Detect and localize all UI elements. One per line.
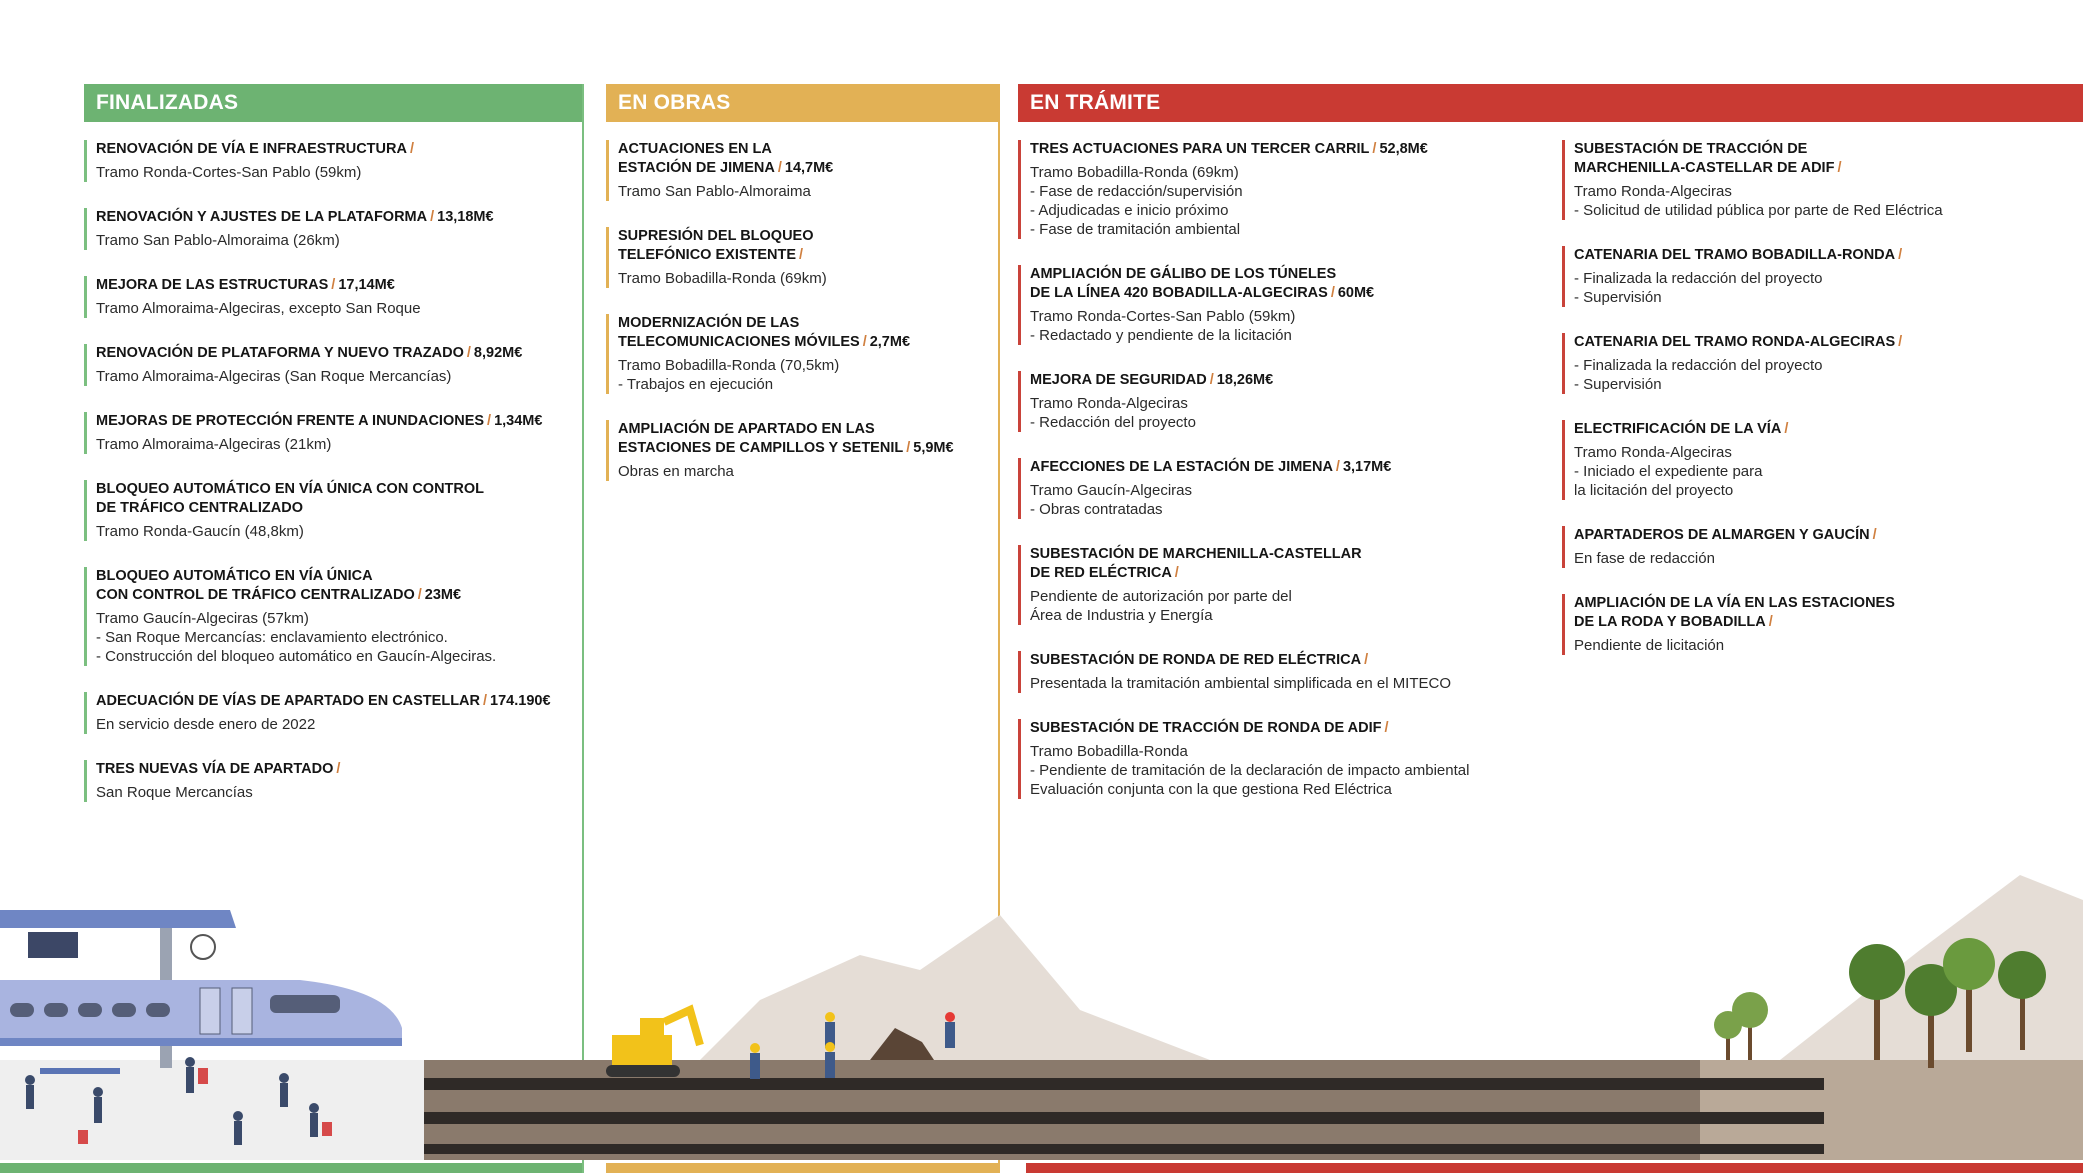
item-title-text: ACTUACIONES EN LA ESTACIÓN DE JIMENA bbox=[618, 141, 775, 176]
item-title bbox=[1574, 526, 2062, 545]
item-title-text: MEJORA DE LAS ESTRUCTURAS bbox=[96, 277, 329, 293]
item-description: Tramo San Pablo-Almoraima (26km) bbox=[96, 232, 340, 249]
finalizadas-item bbox=[84, 276, 582, 318]
item-description: - Finalizada la redacción del proyecto - Supervisión bbox=[1574, 357, 1823, 393]
item-separator: / bbox=[1330, 285, 1335, 301]
item-separator: / bbox=[1898, 334, 1903, 350]
item-title bbox=[96, 692, 582, 711]
item-amount: 23M€ bbox=[424, 587, 462, 603]
item-separator: / bbox=[487, 413, 492, 429]
finalizadas-item bbox=[84, 760, 582, 802]
item-title-text: ADECUACIÓN DE VÍAS DE APARTADO EN CASTELLAR bbox=[96, 693, 480, 709]
item-amount: 5,9M€ bbox=[913, 440, 954, 456]
item-amount: 8,92M€ bbox=[473, 345, 523, 361]
item-title-text: RENOVACIÓN DE PLATAFORMA Y NUEVO TRAZADO bbox=[96, 345, 464, 361]
item-title bbox=[1574, 140, 2062, 178]
item-title-text: SUBESTACIÓN DE TRACCIÓN DE MARCHENILLA-CASTELLAR DE ADIF bbox=[1574, 141, 1835, 176]
item-title-text: BLOQUEO AUTOMÁTICO EN VÍA ÚNICA CON CONTROL DE TRÁFICO CENTRALIZADO bbox=[96, 481, 485, 516]
train-icon bbox=[0, 980, 402, 1046]
item-description: Tramo Ronda-Algeciras - Solicitud de utilidad pública por parte de Red Eléctrica bbox=[1574, 183, 1943, 219]
item-title bbox=[96, 412, 582, 431]
finalizadas-item bbox=[84, 567, 582, 666]
finalizadas-item bbox=[84, 208, 582, 250]
item-title-text: RENOVACIÓN Y AJUSTES DE LA PLATAFORMA bbox=[96, 209, 428, 225]
item-description: Tramo Almoraima-Algeciras, excepto San Roque bbox=[96, 300, 421, 317]
header-finalizadas: FINALIZADAS bbox=[84, 84, 582, 122]
item-title bbox=[1574, 246, 2062, 265]
en-tramite-list-right bbox=[1562, 140, 2062, 681]
item-description: Pendiente de autorización por parte del Área de Industria y Energía bbox=[1030, 588, 1292, 624]
item-separator: / bbox=[906, 440, 911, 456]
item-title-text: MEJORA DE SEGURIDAD bbox=[1030, 372, 1207, 388]
station-roof bbox=[0, 910, 236, 928]
item-title-text: MODERNIZACIÓN DE LAS TELECOMUNICACIONES MÓVILES bbox=[618, 315, 860, 350]
platform bbox=[0, 1060, 424, 1160]
item-amount: 1,34M€ bbox=[494, 413, 543, 429]
item-amount: 13,18M€ bbox=[437, 209, 494, 225]
item-separator: / bbox=[1372, 141, 1377, 157]
en-tramite-item bbox=[1018, 651, 1548, 693]
item-title-text: AMPLIACIÓN DE GÁLIBO DE LOS TÚNELES DE LA LÍNEA 420 BOBADILLA-ALGECIRAS bbox=[1030, 266, 1337, 301]
en-tramite-item bbox=[1562, 594, 2062, 655]
bench-icon bbox=[40, 1068, 120, 1074]
item-title bbox=[96, 344, 582, 363]
finalizadas-item bbox=[84, 480, 582, 541]
en-tramite-item bbox=[1018, 458, 1548, 519]
item-amount: 17,14M€ bbox=[338, 277, 395, 293]
header-en-obras: EN OBRAS bbox=[606, 84, 998, 122]
item-title-text: ELECTRIFICACIÓN DE LA VÍA bbox=[1574, 421, 1782, 437]
item-separator: / bbox=[1784, 421, 1789, 437]
en-tramite-list-left bbox=[1018, 140, 1548, 825]
item-description: Tramo Ronda-Algeciras - Redacción del proyecto bbox=[1030, 395, 1196, 431]
item-title bbox=[1030, 719, 1548, 738]
item-title bbox=[96, 760, 582, 779]
en-tramite-item bbox=[1562, 526, 2062, 568]
item-separator: / bbox=[1872, 527, 1877, 543]
item-separator: / bbox=[799, 247, 804, 263]
item-amount: 60M€ bbox=[1337, 285, 1375, 301]
item-separator: / bbox=[409, 141, 414, 157]
item-description: San Roque Mercancías bbox=[96, 784, 253, 801]
item-separator: / bbox=[483, 693, 488, 709]
item-separator: / bbox=[331, 277, 336, 293]
item-description: Tramo Bobadilla-Ronda - Pendiente de tramitación de la declaración de impacto ambiental Evaluación conjunta con la que gestiona Red Eléctrica bbox=[1030, 743, 1470, 798]
en-obras-item bbox=[606, 227, 998, 288]
finalizadas-item bbox=[84, 140, 582, 182]
en-tramite-item bbox=[1018, 140, 1548, 239]
finalizadas-item bbox=[84, 344, 582, 386]
en-tramite-item bbox=[1562, 420, 2062, 500]
item-separator: / bbox=[336, 761, 341, 777]
item-separator: / bbox=[1364, 652, 1369, 668]
footer-bar-yellow bbox=[606, 1163, 1000, 1173]
item-title bbox=[1030, 265, 1548, 303]
item-separator: / bbox=[1384, 720, 1389, 736]
item-description: Tramo San Pablo-Almoraima bbox=[618, 183, 811, 200]
item-title bbox=[1574, 594, 2062, 632]
item-separator: / bbox=[1174, 565, 1179, 581]
item-title-text: SUBESTACIÓN DE TRACCIÓN DE RONDA DE ADIF bbox=[1030, 720, 1382, 736]
item-title-text: AMPLIACIÓN DE LA VÍA EN LAS ESTACIONES DE LA RODA Y BOBADILLA bbox=[1574, 595, 1895, 630]
item-title-text: SUPRESIÓN DEL BLOQUEO TELEFÓNICO EXISTENTE bbox=[618, 228, 814, 263]
en-obras-item bbox=[606, 140, 998, 201]
item-title bbox=[96, 276, 582, 295]
item-description: Tramo Ronda-Cortes-San Pablo (59km) - Redactado y pendiente de la licitación bbox=[1030, 308, 1296, 344]
item-separator: / bbox=[430, 209, 435, 225]
item-title-text: AFECCIONES DE LA ESTACIÓN DE JIMENA bbox=[1030, 459, 1333, 475]
en-obras-item bbox=[606, 420, 998, 481]
item-title bbox=[618, 227, 998, 265]
item-title bbox=[618, 420, 998, 458]
item-title-text: RENOVACIÓN DE VÍA E INFRAESTRUCTURA bbox=[96, 141, 407, 157]
item-description: Presentada la tramitación ambiental simplificada en el MITECO bbox=[1030, 675, 1452, 692]
item-description: Obras en marcha bbox=[618, 463, 734, 480]
item-separator: / bbox=[1209, 372, 1214, 388]
item-description: Tramo Ronda-Algeciras - Iniciado el expediente para la licitación del proyecto bbox=[1574, 444, 1763, 499]
item-amount: 14,7M€ bbox=[784, 160, 834, 176]
item-title bbox=[618, 314, 998, 352]
item-amount: 3,17M€ bbox=[1342, 459, 1392, 475]
item-title-text: CATENARIA DEL TRAMO RONDA-ALGECIRAS bbox=[1574, 334, 1896, 350]
item-title bbox=[1574, 420, 2062, 439]
item-title bbox=[96, 208, 582, 227]
finalizadas-item bbox=[84, 412, 582, 454]
item-description: Tramo Almoraima-Algeciras (21km) bbox=[96, 436, 332, 453]
item-separator: / bbox=[466, 345, 471, 361]
item-description: En fase de redacción bbox=[1574, 550, 1715, 567]
item-title-text: TRES ACTUACIONES PARA UN TERCER CARRIL bbox=[1030, 141, 1370, 157]
item-separator: / bbox=[1837, 160, 1842, 176]
item-title bbox=[1030, 140, 1548, 159]
item-title bbox=[96, 140, 582, 159]
en-tramite-item bbox=[1562, 140, 2062, 220]
item-description: Tramo Ronda-Cortes-San Pablo (59km) bbox=[96, 164, 362, 181]
item-description: Tramo Ronda-Gaucín (48,8km) bbox=[96, 523, 304, 540]
item-title-text: APARTADEROS DE ALMARGEN Y GAUCÍN bbox=[1574, 527, 1870, 543]
item-amount: 2,7M€ bbox=[869, 334, 911, 350]
item-separator: / bbox=[1768, 614, 1773, 630]
item-title-text: BLOQUEO AUTOMÁTICO EN VÍA ÚNICA CON CONTROL DE TRÁFICO CENTRALIZADO bbox=[96, 568, 415, 603]
item-title-text: SUBESTACIÓN DE MARCHENILLA-CASTELLAR DE RED ELÉCTRICA bbox=[1030, 546, 1362, 581]
finalizadas-list bbox=[84, 140, 582, 828]
railway-illustration bbox=[0, 860, 2083, 1173]
clock-icon bbox=[191, 935, 215, 959]
en-tramite-item bbox=[1562, 333, 2062, 394]
item-description: Tramo Bobadilla-Ronda (70,5km) - Trabajos en ejecución bbox=[618, 357, 840, 393]
item-description: Tramo Bobadilla-Ronda (69km) bbox=[618, 270, 827, 287]
item-title bbox=[618, 140, 998, 178]
item-description: Pendiente de licitación bbox=[1574, 637, 1725, 654]
item-title-text: AMPLIACIÓN DE APARTADO EN LAS ESTACIONES DE CAMPILLOS Y SETENIL bbox=[618, 421, 904, 456]
item-description: Tramo Gaucín-Algeciras (57km) - San Roque Mercancías: enclavamiento electrónico. - Construcción del bloqueo automático en Gaucín-Algeciras. bbox=[96, 610, 497, 665]
item-title bbox=[1030, 651, 1548, 670]
item-title bbox=[1030, 458, 1548, 477]
item-title bbox=[1030, 371, 1548, 390]
en-tramite-item bbox=[1562, 246, 2062, 307]
item-description: Tramo Almoraima-Algeciras (San Roque Mercancías) bbox=[96, 368, 452, 385]
item-title-text: MEJORAS DE PROTECCIÓN FRENTE A INUNDACIONES bbox=[96, 413, 485, 429]
item-amount: 52,8M€ bbox=[1379, 141, 1428, 157]
en-obras-list bbox=[606, 140, 998, 507]
departure-board bbox=[28, 932, 78, 958]
item-title-text: SUBESTACIÓN DE RONDA DE RED ELÉCTRICA bbox=[1030, 652, 1362, 668]
en-tramite-item bbox=[1018, 371, 1548, 432]
finalizadas-item bbox=[84, 692, 582, 734]
item-separator: / bbox=[1335, 459, 1340, 475]
item-title bbox=[96, 567, 582, 605]
en-tramite-item bbox=[1018, 719, 1548, 799]
item-description: Tramo Gaucín-Algeciras - Obras contratadas bbox=[1030, 482, 1192, 518]
item-amount: 18,26M€ bbox=[1216, 372, 1274, 388]
footer-bar-green bbox=[0, 1163, 582, 1173]
item-title bbox=[1574, 333, 2062, 352]
item-description: Tramo Bobadilla-Ronda (69km) - Fase de redacción/supervisión - Adjudicadas e inicio próximo - Fase de tramitación ambiental bbox=[1030, 164, 1243, 238]
item-separator: / bbox=[1898, 247, 1903, 263]
item-title-text: TRES NUEVAS VÍA DE APARTADO bbox=[96, 761, 334, 777]
item-title bbox=[96, 480, 582, 518]
item-separator: / bbox=[777, 160, 782, 176]
item-title bbox=[1030, 545, 1548, 583]
item-title-text: CATENARIA DEL TRAMO BOBADILLA-RONDA bbox=[1574, 247, 1896, 263]
item-amount: 174.190€ bbox=[490, 693, 551, 709]
footer-bar-red bbox=[1026, 1163, 2083, 1173]
item-description: - Finalizada la redacción del proyecto - Supervisión bbox=[1574, 270, 1823, 306]
item-description: En servicio desde enero de 2022 bbox=[96, 716, 316, 733]
en-tramite-item bbox=[1018, 265, 1548, 345]
en-obras-item bbox=[606, 314, 998, 394]
en-tramite-item bbox=[1018, 545, 1548, 625]
item-separator: / bbox=[417, 587, 422, 603]
header-en-tramite: EN TRÁMITE bbox=[1018, 84, 2083, 122]
item-separator: / bbox=[862, 334, 867, 350]
